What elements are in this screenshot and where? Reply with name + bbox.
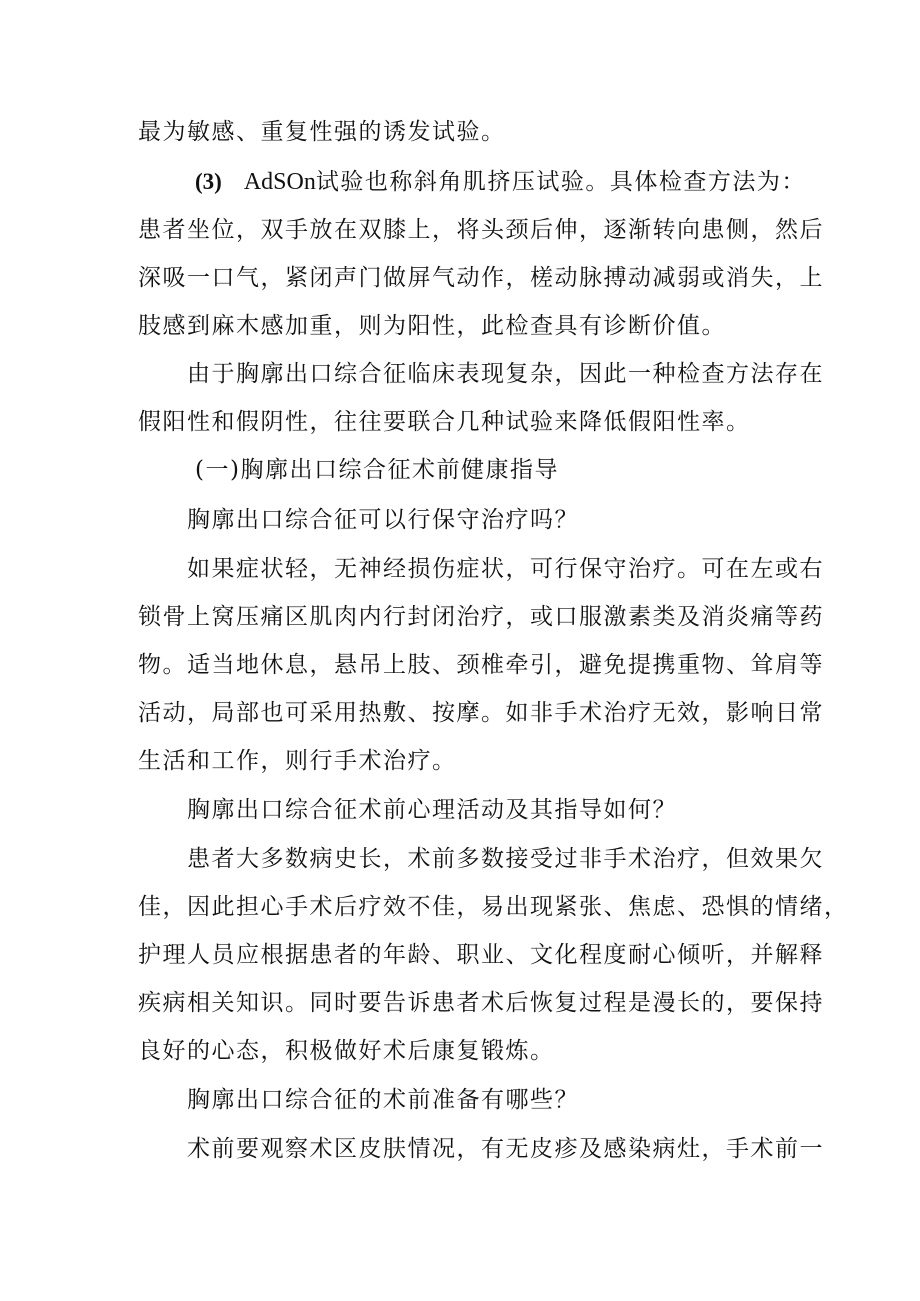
text-line: 锁骨上窝压痛区肌肉内行封闭治疗，或口服激素类及消炎痛等药 (138, 604, 824, 630)
question-heading: 胸廓出口综合征术前心理活动及其指导如何？ (187, 797, 677, 823)
paragraph-start: 术前要观察术区皮肤情况，有无皮疹及感染病灶，手术前一 (187, 1136, 824, 1162)
paragraph-start: 如果症状轻，无神经损伤症状，可行保守治疗。可在左或右 (187, 556, 824, 582)
item-number: (3) (195, 169, 222, 194)
test-name: AdSOn (243, 169, 316, 195)
text-line: 物。适当地休息，悬吊上肢、颈椎牵引，避免提携重物、耸肩等 (138, 652, 824, 678)
text-line: 佳，因此担心手术后疗效不佳，易出现紧张、焦虑、恐惧的情绪， (138, 894, 849, 920)
paragraph-start: 患者大多数病史长，术前多数接受过非手术治疗，但效果欠 (187, 846, 824, 872)
text-line: 护理人员应根据患者的年龄、职业、文化程度耐心倾听，并解释 (138, 942, 824, 968)
text-line: 生活和工作，则行手术治疗。 (138, 748, 457, 774)
item-text: 试验也称斜角肌挤压试验。具体检查方法为： (315, 169, 806, 195)
text-line: 疾病相关知识。同时要告诉患者术后恢复过程是漫长的，要保持 (138, 990, 824, 1016)
text-line: 肢感到麻木感加重，则为阳性，此检查具有诊断价值。 (138, 313, 726, 339)
question-heading: 胸廓出口综合征可以行保守治疗吗？ (187, 507, 579, 533)
paragraph-start: 由于胸廓出口综合征临床表现复杂，因此一种检查方法存在 (187, 361, 824, 387)
text-line: 患者坐位，双手放在双膝上，将头颈后伸，逐渐转向患侧，然后 (138, 217, 824, 243)
list-item-3 (195, 166, 806, 198)
text-line: 假阳性和假阴性，往往要联合几种试验来降低假阳性率。 (138, 409, 751, 435)
text-line: 深吸一口气，紧闭声门做屏气动作，槎动脉搏动减弱或消失，上 (138, 265, 824, 291)
text-line: 最为敏感、重复性强的诱发试验。 (138, 119, 506, 145)
section-heading: (一)胸廓出口综合征术前健康指导 (195, 457, 559, 483)
text-line: 活动，局部也可采用热敷、按摩。如非手术治疗无效，影响日常 (138, 700, 824, 726)
text-line: 良好的心态，积极做好术后康复锻炼。 (138, 1038, 555, 1064)
question-heading: 胸廓出口综合征的术前准备有哪些？ (187, 1087, 579, 1113)
